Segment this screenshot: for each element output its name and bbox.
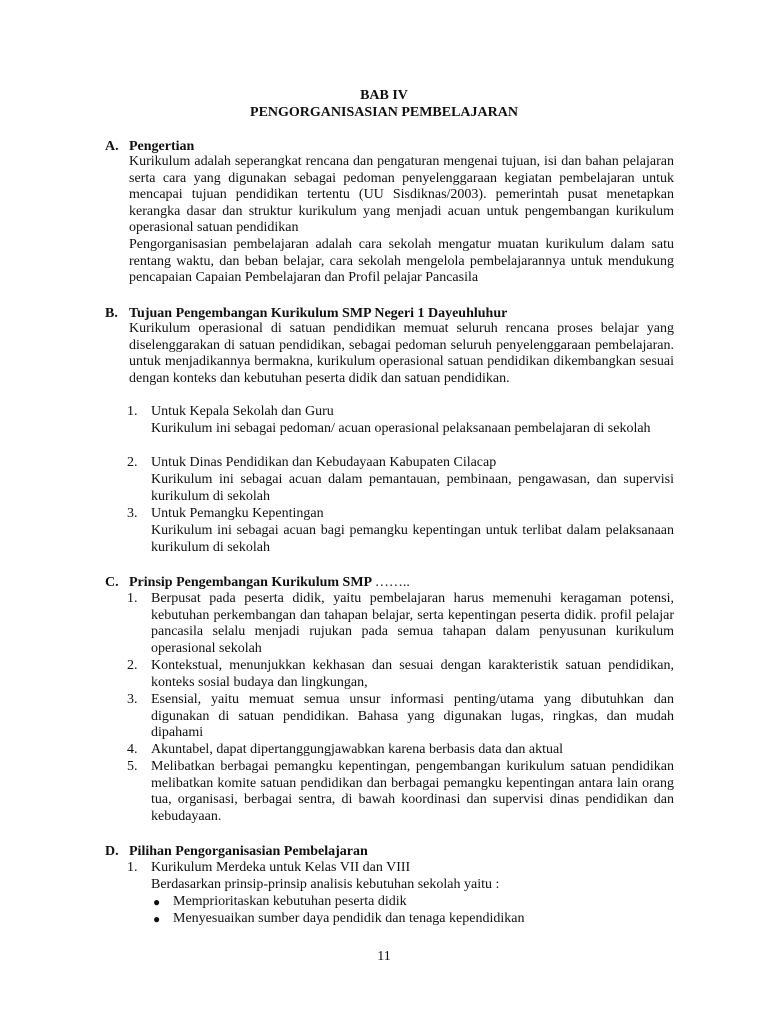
list-number: 4. [127,742,138,757]
list-number: 1. [127,591,138,606]
list-item-text: Kurikulum ini sebagai acuan dalam pemantauan, pembinaan, pengawasan, dan supervisi kurikulum di sekolah [151,472,674,504]
page-number: 11 [377,949,391,964]
section-c-heading [105,574,410,591]
list-number: 1. [127,404,138,419]
list-item-title: Kurikulum Merdeka untuk Kelas VII dan VIII [151,860,411,875]
list-number: 1. [127,860,138,875]
list-item-text: Kurikulum ini sebagai acuan bagi pemangku kepentingan untuk terlibat dalam pelaksanaan kurikulum di sekolah [151,523,674,555]
section-b-heading [105,305,507,322]
section-d-heading [105,843,368,860]
section-b-intro: Kurikulum operasional di satuan pendidikan memuat seluruh rencana proses belajar yang diselenggarakan di satuan pendidikan, sebagai pedoman seluruh penyelenggaraan pembelajaran. untuk menjadikannya bermakna, kurikulum operasional satuan pendidikan dikembangkan sesuai dengan konteks dan kebutuhan peserta didik dan satuan pendidikan. [129,321,674,386]
list-number: 2. [127,455,138,470]
list-number: 5. [127,759,138,774]
list-item-text: Berdasarkan prinsip-prinsip analisis kebutuhan sekolah yaitu : [151,877,500,892]
bullet-icon: ● [153,895,161,909]
list-item-title: Untuk Pemangku Kepentingan [151,506,324,521]
section-title: Prinsip Pengembangan Kurikulum SMP [129,575,372,590]
section-letter: D. [105,844,119,859]
section-a-heading [105,138,194,155]
section-letter: C. [105,575,119,590]
chapter-label: BAB IV [360,88,408,103]
section-title: Tujuan Pengembangan Kurikulum SMP Negeri 1 Dayeuhluhur [129,306,508,321]
list-item-title: Untuk Dinas Pendidikan dan Kebudayaan Kabupaten Cilacap [151,455,497,470]
section-a-paragraph-1: Kurikulum adalah seperangkat rencana dan pengaturan mengenai tujuan, isi dan bahan pelajaran serta cara yang digunakan sebagai pedoman penyelenggaraan kegiatan pembelajaran untuk mencapai tujuan pendidikan tertentu (UU Sisdiknas/2003). pemerintah pusat menetapkan kerangka dasar dan struktur kurikulum yang menjadi acuan untuk pengembangan kurikulum operasional satuan pendidikan [129,154,674,236]
chapter-title: PENGORGANISASIAN PEMBELAJARAN [250,105,518,120]
list-number: 3. [127,506,138,521]
list-item-title: Untuk Kepala Sekolah dan Guru [151,404,334,419]
section-letter: B. [105,306,118,321]
section-title: Pilihan Pengorganisasian Pembelajaran [129,844,368,859]
section-dots: …….. [374,575,410,590]
list-item-text: Berpusat pada peserta didik, yaitu pembelajaran harus memenuhi keragaman potensi, kebutuhan perkembangan dan tahapan belajar, serta kepentingan peserta didik. profil pelajar pancasila selalu menjadi rujukan pada semua tahapan dalam penyusunan kurikulum operasional sekolah [151,591,674,656]
bullet-item: Menyesuaikan sumber daya pendidik dan tenaga kependidikan [173,911,525,926]
list-item-text: Kontekstual, menunjukkan kekhasan dan sesuai dengan karakteristik satuan pendidikan, konteks sosial budaya dan lingkungan, [151,658,674,690]
list-item-text: Esensial, yaitu memuat semua unsur informasi penting/utama yang dibutuhkan dan digunakan di satuan pendidikan. Bahasa yang digunakan lugas, ringkas, dan mudah dipahami [151,692,674,741]
bullet-item: Memprioritaskan kebutuhan peserta didik [173,894,407,909]
list-number: 3. [127,692,138,707]
section-title: Pengertian [129,139,195,154]
list-item-text: Akuntabel, dapat dipertanggungjawabkan karena berbasis data dan aktual [151,742,564,757]
list-number: 2. [127,658,138,673]
section-letter: A. [105,139,119,154]
list-item-text: Melibatkan berbagai pemangku kepentingan, pengembangan kurikulum satuan pendidikan melibatkan komite satuan pendidikan dan berbagai pemangku kepentingan antara lain orang tua, organisasi, berbagai sentra, di bawah koordinasi dan supervisi dinas pendidikan dan kebudayaan. [151,759,674,824]
bullet-icon: ● [153,912,161,926]
section-a-paragraph-2: Pengorganisasian pembelajaran adalah cara sekolah mengatur muatan kurikulum dalam satu rentang waktu, dan beban belajar, cara sekolah mengelola pembelajarannya untuk mendukung pencapaian Capaian Pembelajaran dan Profil pelajar Pancasila [129,237,674,286]
list-item-text: Kurikulum ini sebagai pedoman/ acuan operasional pelaksanaan pembelajaran di sekolah [151,421,651,436]
